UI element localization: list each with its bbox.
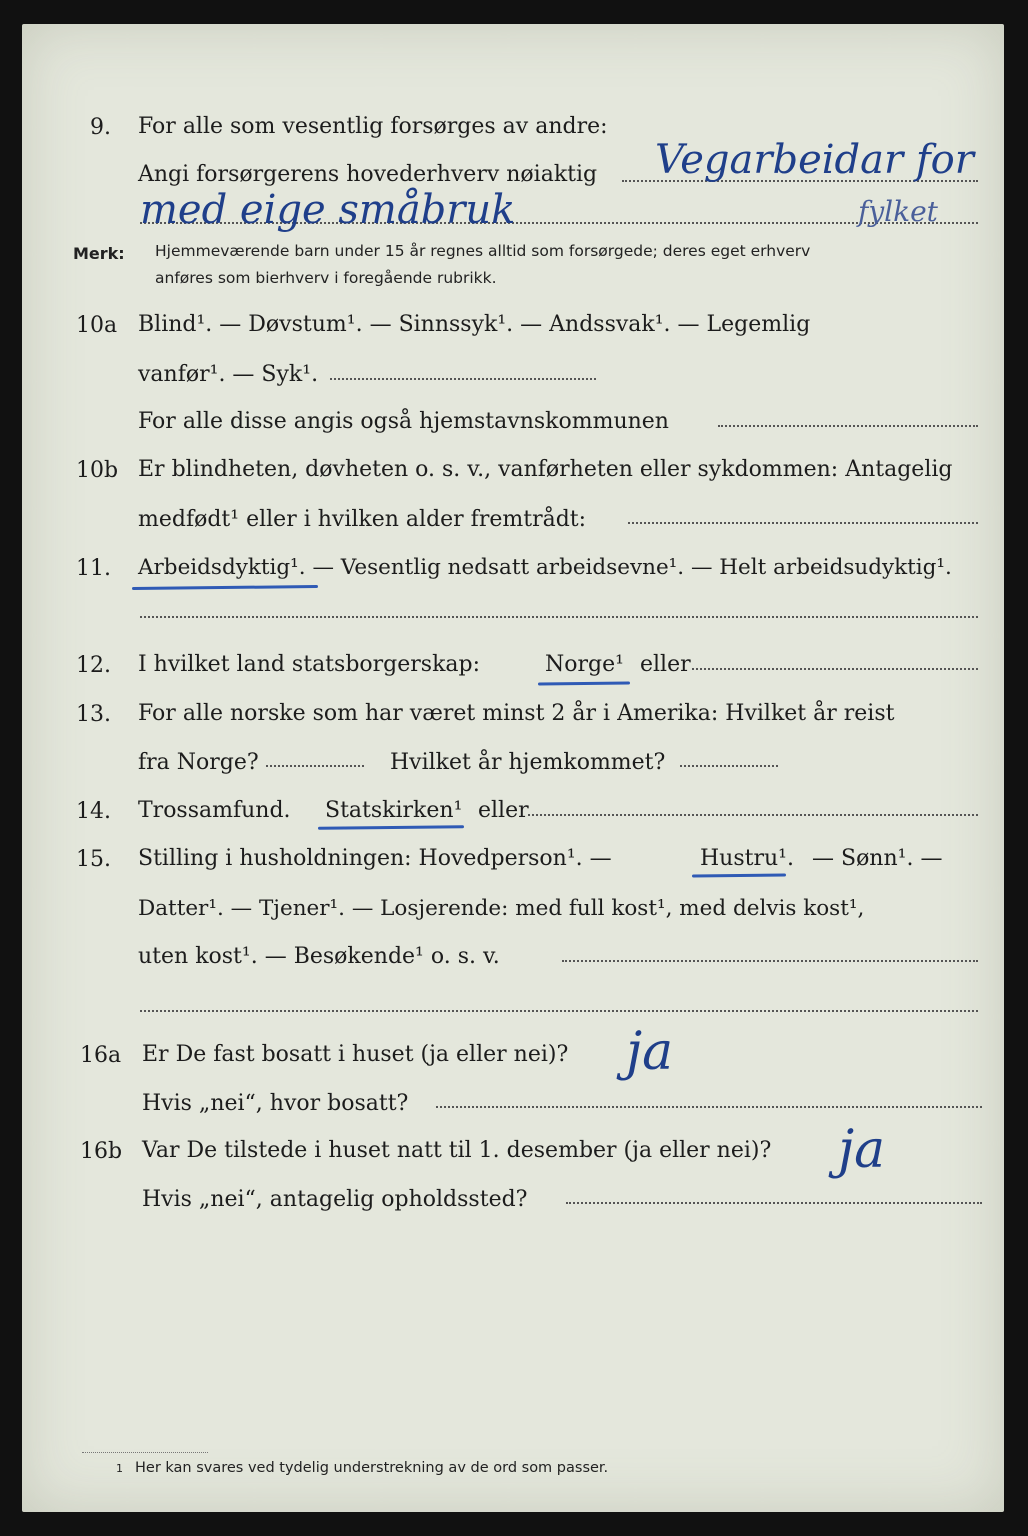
q13-hjemkommet-line [680,765,778,767]
q9-number: 9. [90,115,111,140]
q14-number: 14. [76,799,111,824]
q10a-line3: For alle disse angis også hjemstavnskommunen [138,409,669,434]
q15-hustru: Hustru¹. [700,846,794,871]
q11-answer-line [140,616,978,618]
q15-line1a: Stilling i husholdningen: Hovedperson¹. — [138,846,612,871]
q16b-line2: Hvis „nei“, antagelig opholdssted? [142,1187,528,1212]
q16a-handwritten-answer: ja [626,1022,674,1082]
q10a-line1: Blind¹. — Døvstum¹. — Sinnssyk¹. — Andssvak¹. — Legemlig [138,312,811,337]
q10b-line2: medfødt¹ eller i hvilken alder fremtrådt: [138,507,587,532]
q9-handwritten-answer1: Vegarbeidar for [655,137,974,183]
footnote-text: Her kan svares ved tydelig understrekning av de ord som passer. [135,1460,609,1476]
q10a-syk-line [330,378,596,380]
q15-answer-line2 [140,1010,978,1012]
q16a-line2: Hvis „nei“, hvor bosatt? [142,1091,409,1116]
q12-eller: eller [640,652,691,677]
q12-number: 12. [76,653,111,678]
q9-line2: Angi forsørgerens hovederhverv nøiaktig [138,162,598,187]
q10b-line1: Er blindheten, døvheten o. s. v., vanførheten eller sykdommen: Antagelig [138,457,953,482]
q11-line1: Arbeidsdyktig¹. — Vesentlig nedsatt arbeidsevne¹. — Helt arbeidsudyktig¹. [138,555,952,580]
q13-line1: For alle norske som har været minst 2 år i Amerika: Hvilket år reist [138,701,895,726]
q10a-line2: vanfør¹. — Syk¹. [138,362,319,387]
q16a-line1: Er De fast bosatt i huset (ja eller nei)? [142,1042,569,1067]
q15-line3: uten kost¹. — Besøkende¹ o. s. v. [138,944,500,969]
q13-number: 13. [76,702,111,727]
q13-line2a: fra Norge? [138,750,259,775]
q15-number: 15. [76,847,111,872]
merk-line1: Hjemmeværende barn under 15 år regnes alltid som forsørgede; deres eget erhverv [155,242,811,260]
q13-line2b: Hvilket år hjemkommet? [390,750,666,775]
q12-line1: I hvilket land statsborgerskap: [138,652,481,677]
merk-label: Merk: [73,244,125,263]
q15-answer-line [562,960,978,962]
merk-line2: anføres som bierhverv i foregående rubrikk. [155,269,497,287]
q10a-number: 10a [76,313,118,338]
q13-reist-line [266,765,364,767]
footnote-mark: 1 [116,1462,123,1475]
q16a-answer-line [436,1106,982,1108]
q14-statskirken: Statskirken¹ [325,798,463,823]
q12-norge: Norge¹ [545,652,624,677]
q10b-answer-line [628,522,978,524]
q14-label: Trossamfund. [138,798,291,823]
footnote-rule [82,1452,208,1453]
q15-line1b: — Sønn¹. — [812,846,943,871]
q11-number: 11. [76,556,111,581]
q16b-answer-line [566,1202,982,1204]
q16b-number: 16b [80,1139,123,1164]
q16b-line1: Var De tilstede i huset natt til 1. desember (ja eller nei)? [142,1138,772,1163]
q15-line2: Datter¹. — Tjener¹. — Losjerende: med full kost¹, med delvis kost¹, [138,896,865,921]
q9-handwritten-answer3: fylket [858,195,938,228]
q9-line1: For alle som vesentlig forsørges av andre: [138,114,608,139]
q10a-kommune-line [718,425,978,427]
q12-answer-line [692,668,978,670]
q14-eller: eller [478,798,529,823]
q10b-number: 10b [76,458,119,483]
q16a-number: 16a [80,1043,122,1068]
q16b-handwritten-answer: ja [838,1120,886,1180]
q14-answer-line [528,814,978,816]
q9-handwritten-answer2: med eige småbruk [140,187,516,233]
